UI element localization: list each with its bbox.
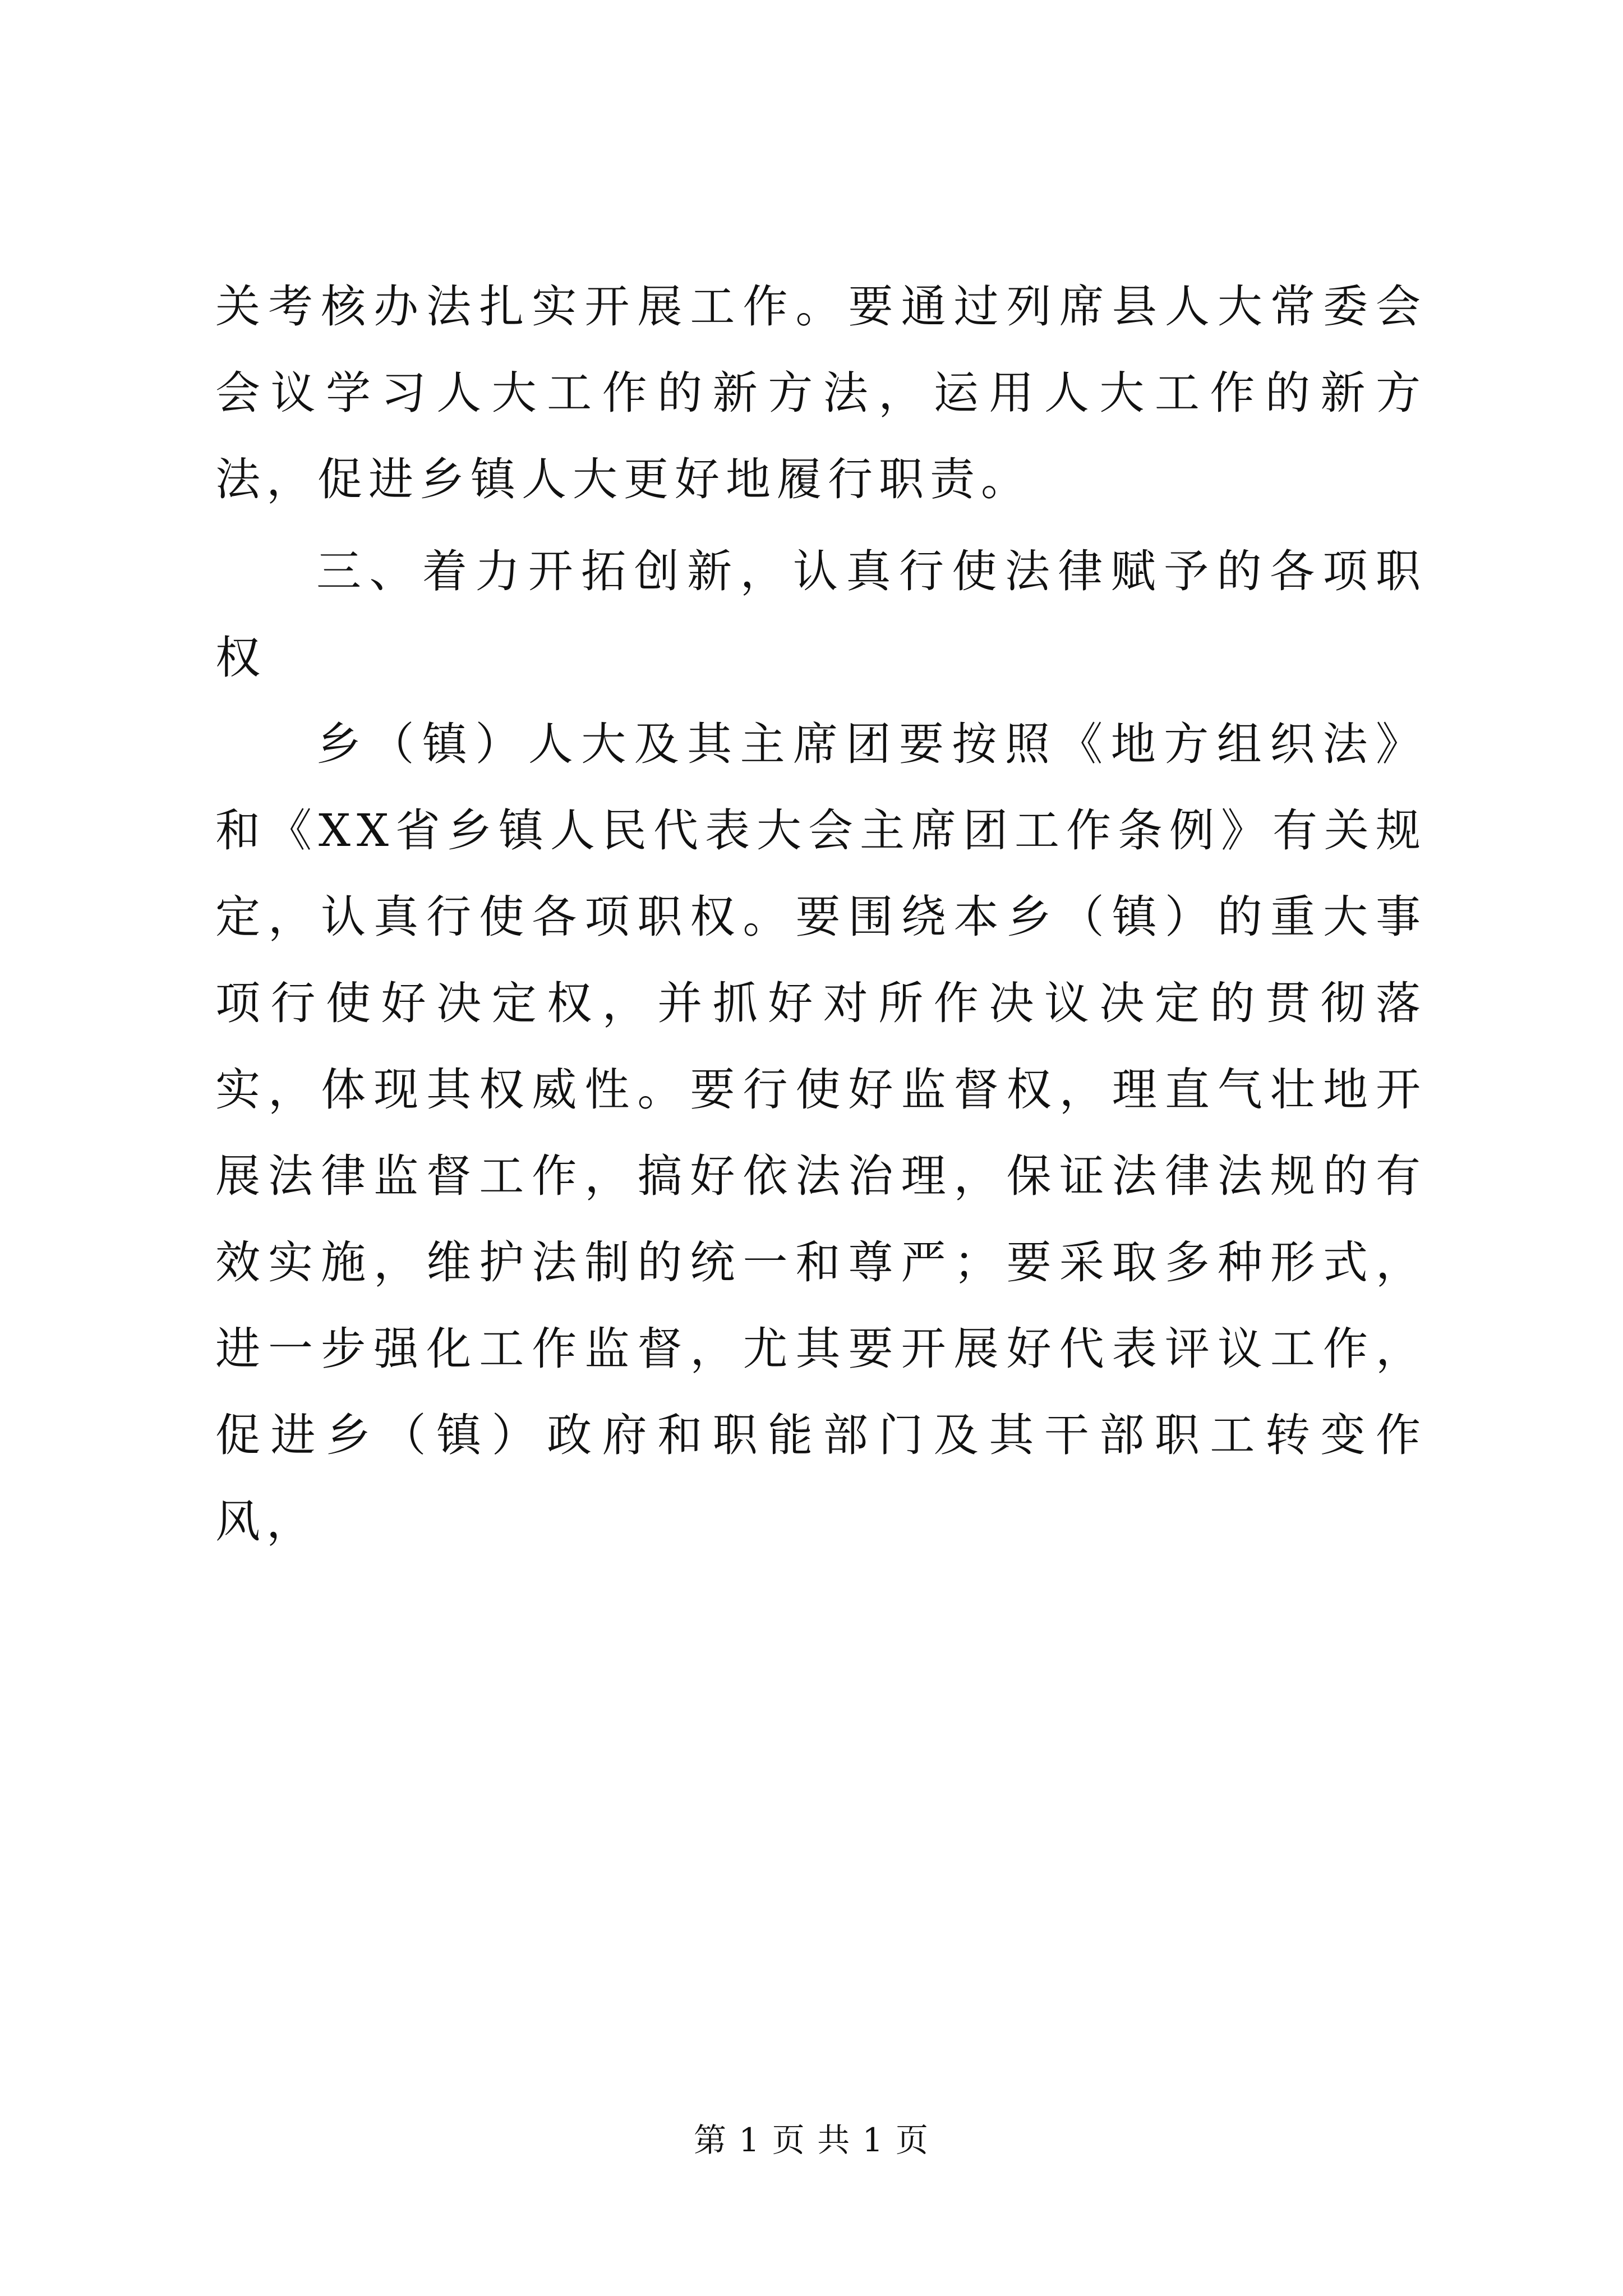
- page-footer: 第 1 页 共 1 页: [694, 2121, 929, 2159]
- paragraph-body: 乡（镇）人大及其主席团要按照《地方组织法》和《XX省乡镇人民代表大会主席团工作条例》有关规定，认真行使各项职权。要围绕本乡（镇）的重大事项行使好决定权，并抓好对所作决议决定的贯彻落实，体现其权威性。要行使好监督权，理直气壮地开展法律监督工作，搞好依法治理，保证法律法规的有效实施，维护法制的统一和尊严；要采取多种形式，进一步强化工作监督，尤其要开展好代表评议工作，促进乡（镇）政府和职能部门及其干部职工转变作风，: [215, 718, 1427, 1548]
- paragraph-continuation: 关考核办法扎实开展工作。要通过列席县人大常委会会议学习人大工作的新方法，运用人大工作的新方法，促进乡镇人大更好地履行职责。: [215, 280, 1427, 505]
- document-body: [215, 264, 1427, 1565]
- section-heading: 三、着力开拓创新，认真行使法律赋予的各项职权: [215, 545, 1427, 684]
